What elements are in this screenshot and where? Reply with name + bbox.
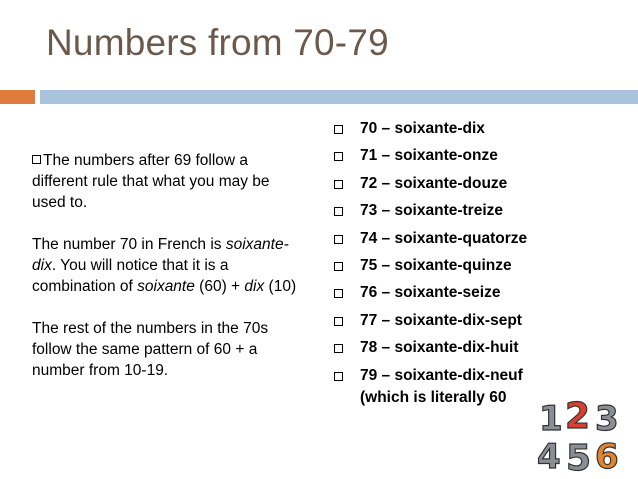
checkbox-bullet-icon bbox=[334, 235, 343, 244]
digit-1: 1 bbox=[539, 399, 563, 439]
slide-title: Numbers from 70-79 bbox=[46, 22, 389, 63]
title-accent-bar-blue bbox=[40, 90, 638, 104]
list-item: 70 – soixante-dix bbox=[334, 118, 624, 145]
list-item: 71 – soixante-onze bbox=[334, 145, 624, 172]
digit-3: 3 bbox=[595, 399, 619, 439]
digit-6: 6 bbox=[595, 437, 619, 472]
list-item: 79 – soixante-dix-neuf (which is literally 60 bbox=[334, 365, 624, 409]
digit-2: 2 bbox=[565, 396, 591, 437]
checkbox-bullet-icon bbox=[334, 344, 343, 353]
digit-5: 5 bbox=[566, 438, 592, 472]
digit-4: 4 bbox=[537, 437, 561, 472]
checkbox-bullet-icon bbox=[334, 207, 343, 216]
paragraph-intro: The numbers after 69 follow a different rule that what you may be used to. bbox=[32, 152, 270, 211]
paragraph-pattern: The rest of the numbers in the 70s follow the same pattern of 60 + a number from 10-19. bbox=[32, 320, 269, 379]
checkbox-bullet-icon bbox=[334, 289, 343, 298]
left-column bbox=[32, 150, 302, 402]
checkbox-bullet-icon bbox=[334, 152, 343, 161]
list-item: 78 – soixante-dix-huit bbox=[334, 337, 624, 364]
list-item: 77 – soixante-dix-sept bbox=[334, 310, 624, 337]
numbers-clipart bbox=[537, 392, 625, 472]
number-list bbox=[334, 118, 624, 409]
checkbox-bullet-icon bbox=[334, 262, 343, 271]
checkbox-bullet-icon bbox=[32, 155, 41, 164]
list-item: 74 – soixante-quatorze bbox=[334, 228, 624, 255]
list-item: 73 – soixante-treize bbox=[334, 200, 624, 227]
checkbox-bullet-icon bbox=[334, 317, 343, 326]
title-accent-bar-orange bbox=[0, 90, 35, 104]
list-item: 76 – soixante-seize bbox=[334, 282, 624, 309]
list-item: 75 – soixante-quinze bbox=[334, 255, 624, 282]
list-item: 72 – soixante-douze bbox=[334, 173, 624, 200]
checkbox-bullet-icon bbox=[334, 372, 343, 381]
checkbox-bullet-icon bbox=[334, 180, 343, 189]
paragraph-seventy: The number 70 in French is soixante-dix. You will notice that it is a combination of soixante (60) + dix (10) bbox=[32, 236, 297, 295]
checkbox-bullet-icon bbox=[334, 125, 343, 134]
